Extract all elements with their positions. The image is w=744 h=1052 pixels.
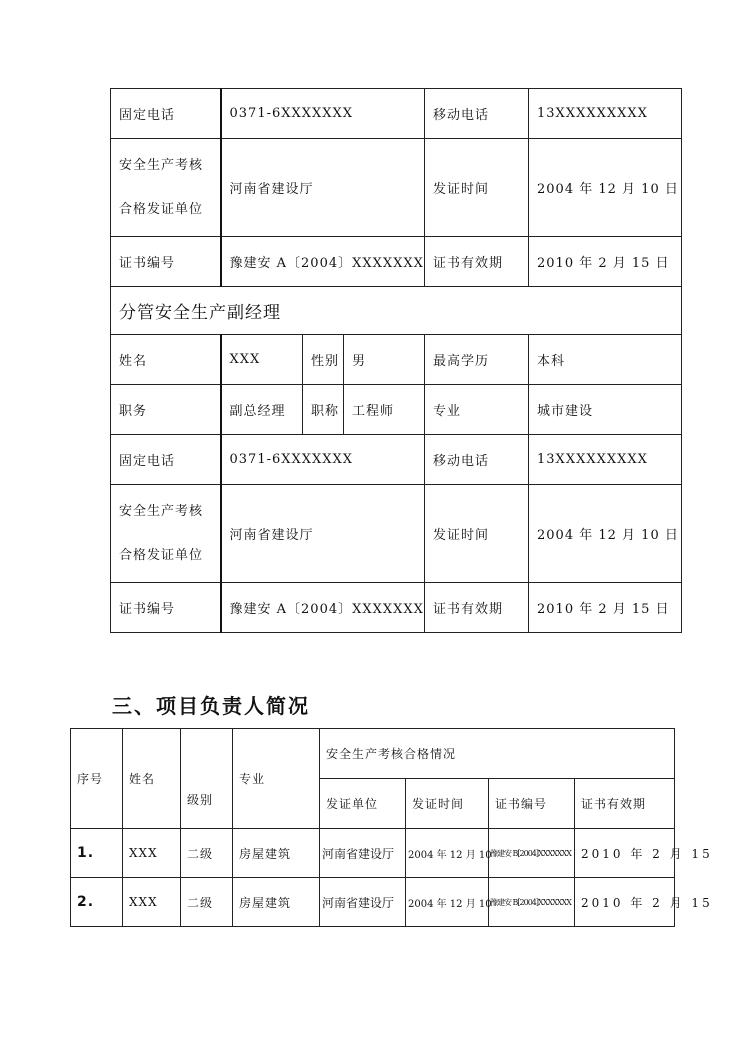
major-label: 专业 <box>425 385 529 435</box>
cert-no-label: 证书编号 <box>111 583 221 633</box>
row-name: XXX <box>123 878 181 927</box>
header-date: 发证时间 <box>406 779 489 829</box>
gender-label: 性别 <box>303 335 344 385</box>
issue-date-label: 发证时间 <box>425 485 529 583</box>
position-value: 副总经理 <box>221 385 303 435</box>
validity-label: 证书有效期 <box>425 583 529 633</box>
row-major: 房屋建筑 <box>233 878 320 927</box>
header-name: 姓名 <box>123 729 181 829</box>
row-date: 2004 年 12 月 10 <box>406 829 489 878</box>
issue-date-label: 发证时间 <box>425 139 529 237</box>
table-row <box>111 385 682 435</box>
name-value: XXX <box>221 335 303 385</box>
table-row <box>111 287 682 335</box>
phone-value: 0371-6XXXXXXX <box>221 89 425 139</box>
table-row <box>111 89 682 139</box>
row-name: XXX <box>123 829 181 878</box>
major-value: 城市建设 <box>529 385 682 435</box>
row-unit: 河南省建设厅 <box>320 829 406 878</box>
row-validity: 2010 年 2 月 15 <box>575 829 675 878</box>
section-heading: 三、项目负责人简况 <box>112 694 310 718</box>
project-leader-table <box>70 728 713 927</box>
validity-value: 2010 年 2 月 15 日 <box>529 583 682 633</box>
mobile-value: 13XXXXXXXXX <box>529 89 682 139</box>
table-row <box>111 583 682 633</box>
header-major: 专业 <box>233 729 320 829</box>
table-header-row <box>71 729 675 779</box>
position-label: 职务 <box>111 385 221 435</box>
section-title: 分管安全生产副经理 <box>111 287 682 335</box>
name-label: 姓名 <box>111 335 221 385</box>
issue-date-value: 2004 年 12 月 10 日 <box>529 139 682 237</box>
mobile-label: 移动电话 <box>425 89 529 139</box>
phone-label: 固定电话 <box>111 435 221 485</box>
gender-value: 男 <box>344 335 425 385</box>
header-seq: 序号 <box>71 729 123 829</box>
title-label: 职称 <box>303 385 344 435</box>
row-validity: 2010 年 2 月 15 <box>575 878 675 927</box>
issue-date-value: 2004 年 12 月 10 日 <box>529 485 682 583</box>
header-level: 级别 <box>181 729 233 829</box>
phone-label: 固定电话 <box>111 89 221 139</box>
education-value: 本科 <box>529 335 682 385</box>
row-cert-no: 豫建安 B[2004]XXXXXXX <box>489 878 575 927</box>
table-row <box>111 435 682 485</box>
row-seq: 2. <box>71 878 123 927</box>
row-seq: 1. <box>71 829 123 878</box>
table-row <box>71 878 675 927</box>
education-label: 最高学历 <box>425 335 529 385</box>
phone-value: 0371-6XXXXXXX <box>221 435 425 485</box>
row-date: 2004 年 12 月 10 <box>406 878 489 927</box>
header-group: 安全生产考核合格情况 <box>320 729 675 779</box>
table-row <box>71 829 675 878</box>
validity-value: 2010 年 2 月 15 日 <box>529 237 682 287</box>
table-row <box>111 237 682 287</box>
table-row <box>111 335 682 385</box>
cert-no-value: 豫建安 A〔2004〕XXXXXXX <box>221 583 425 633</box>
cert-unit-label: 安全生产考核 合格发证单位 <box>111 139 221 237</box>
cert-unit-value: 河南省建设厅 <box>221 485 425 583</box>
mobile-label: 移动电话 <box>425 435 529 485</box>
cert-unit-label: 安全生产考核 合格发证单位 <box>111 485 221 583</box>
row-major: 房屋建筑 <box>233 829 320 878</box>
row-cert-no: 豫建安 B[2004]XXXXXXX <box>489 829 575 878</box>
row-unit: 河南省建设厅 <box>320 878 406 927</box>
header-unit: 发证单位 <box>320 779 406 829</box>
header-cert-no: 证书编号 <box>489 779 575 829</box>
cert-no-value: 豫建安 A〔2004〕XXXXXXX <box>221 237 425 287</box>
row-level: 二级 <box>181 878 233 927</box>
validity-label: 证书有效期 <box>425 237 529 287</box>
cert-no-label: 证书编号 <box>111 237 221 287</box>
manager-info-table <box>110 88 682 633</box>
table-row <box>111 485 682 583</box>
table-row <box>111 139 682 237</box>
row-level: 二级 <box>181 829 233 878</box>
title-value: 工程师 <box>344 385 425 435</box>
mobile-value: 13XXXXXXXXX <box>529 435 682 485</box>
cert-unit-value: 河南省建设厅 <box>221 139 425 237</box>
header-validity: 证书有效期 <box>575 779 675 829</box>
